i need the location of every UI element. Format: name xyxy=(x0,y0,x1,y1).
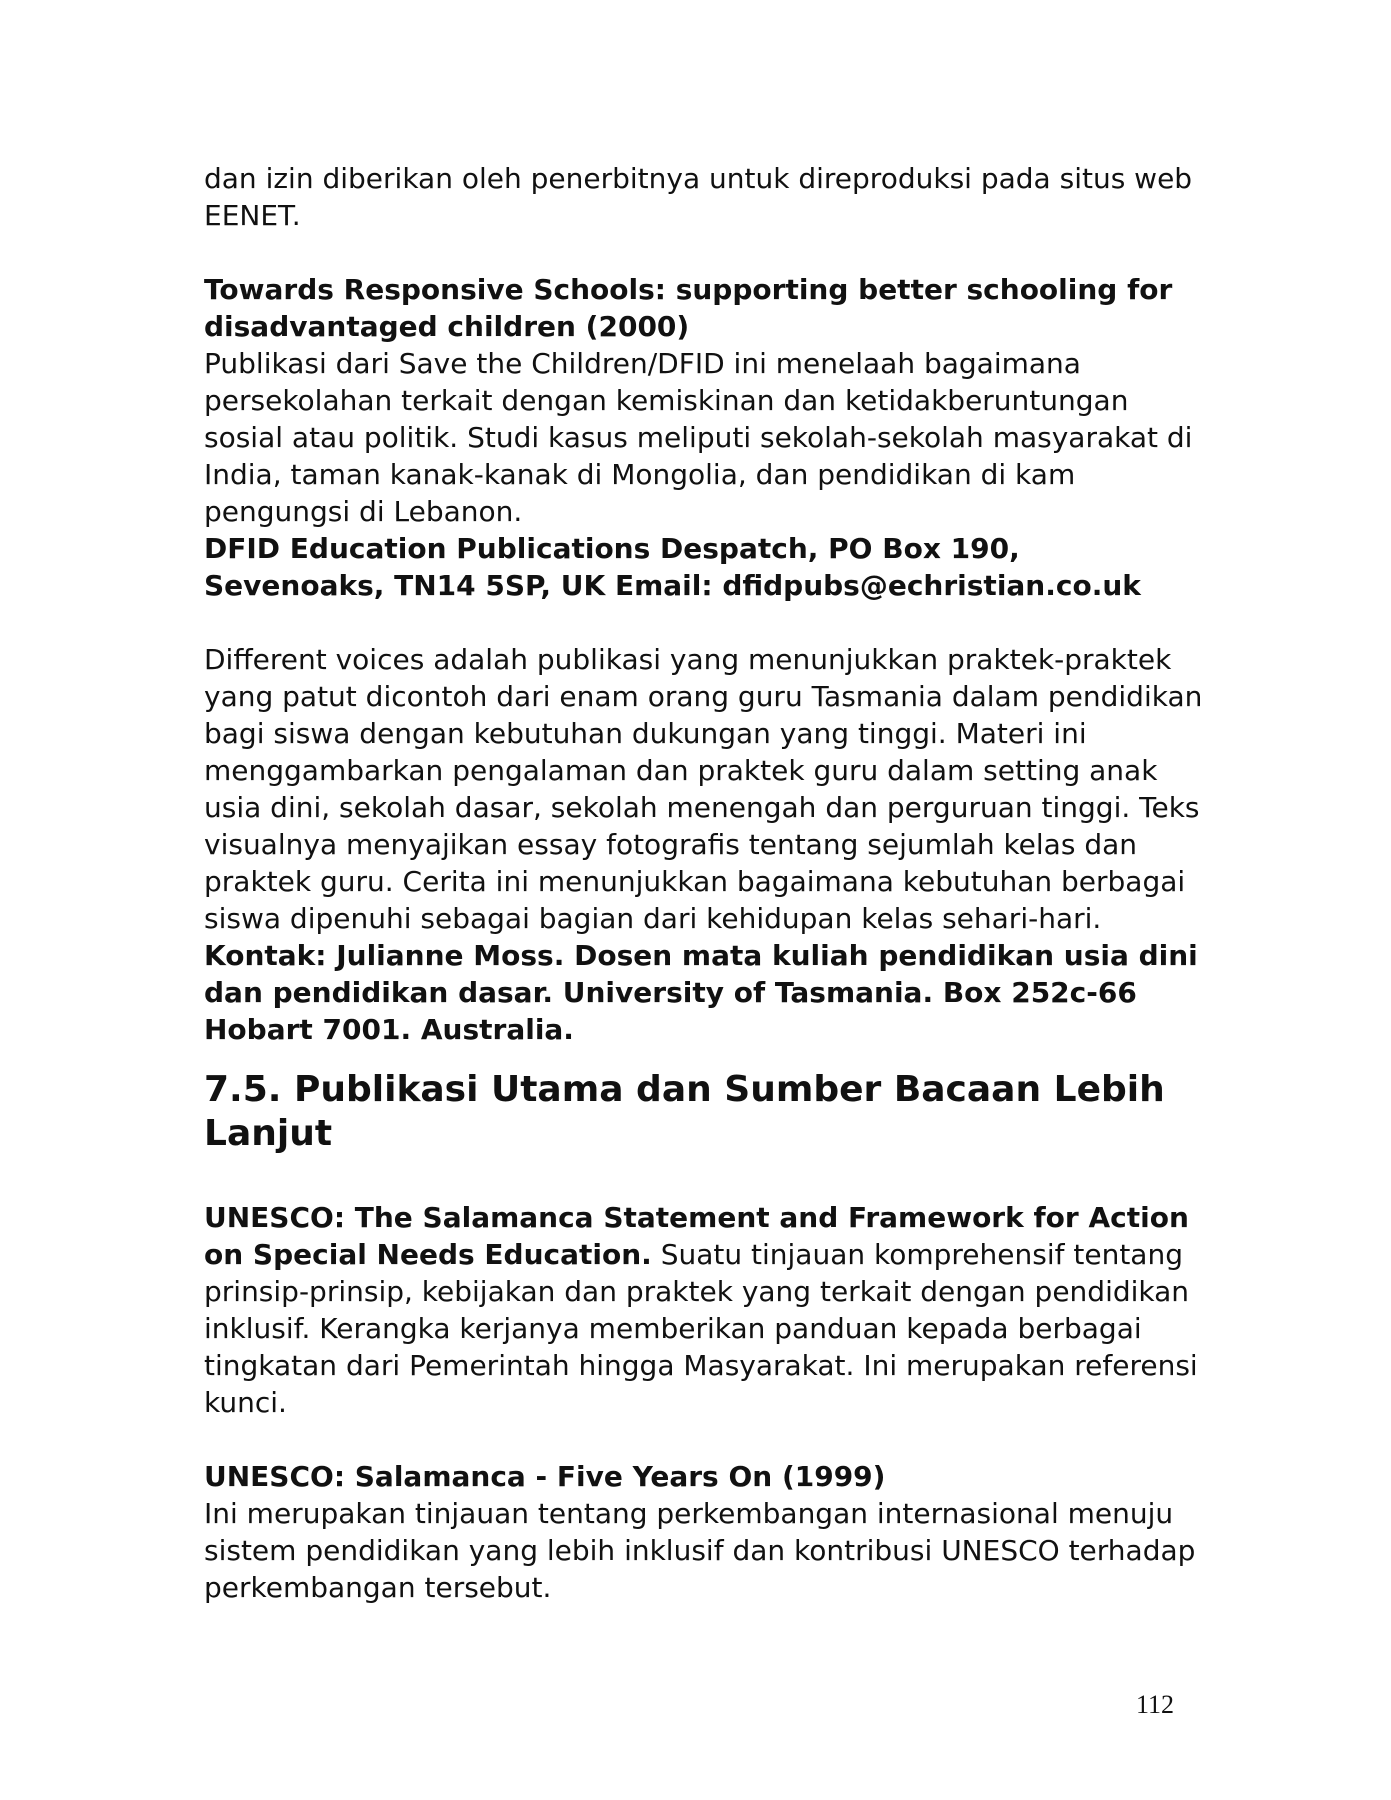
entry-description: Publikasi dari Save the Children/DFID ini menelaah bagaimana persekolahan terkait dengan kemiskinan dan ketidakberuntungan sosial atau politik. Studi kasus meliputi sekolah-sekolah masyarakat di India, taman kanak-kanak di Mongolia, dan pendidikan di kam pengungsi di Lebanon. xyxy=(204,347,1193,528)
entry-title: Towards Responsive Schools: supporting better schooling for disadvantaged children (2000) xyxy=(204,273,1173,343)
publication-title: UNESCO: The Salamanca Statement and Framework for Action on Special Needs Education. xyxy=(204,1201,1189,1271)
section-heading: 7.5. Publikasi Utama dan Sumber Bacaan Lebih Lanjut xyxy=(204,1069,1165,1154)
intro-continuation: dan izin diberikan oleh penerbitnya untuk direproduksi pada situs web EENET. xyxy=(204,162,1193,232)
entry-different-voices xyxy=(204,641,1204,1048)
publication-salamanca-five-years xyxy=(204,1458,1204,1606)
page-number: 112 xyxy=(1136,1690,1175,1719)
publication-paragraph xyxy=(204,1199,1204,1421)
spacer xyxy=(204,1421,1204,1458)
entry-description: Different voices adalah publikasi yang menunjukkan praktek-praktek yang patut dicontoh dari enam orang guru Tasmania dalam pendidikan bagi siswa dengan kebutuhan dukungan yang tinggi. Materi ini menggambarkan pengalaman dan praktek guru dalam setting anak usia dini, sekolah dasar, sekolah menengah dan perguruan tinggi. Teks visualnya menyajikan essay fotografis tentang sejumlah kelas dan praktek guru. Cerita ini menunjukkan bagaimana kebutuhan berbagai siswa dipenuhi sebagai bagian dari kehidupan kelas sehari-hari. xyxy=(204,643,1203,935)
publication-title: UNESCO: Salamanca - Five Years On (1999) xyxy=(204,1460,886,1493)
document-page xyxy=(204,160,1204,1606)
publication-description: Ini merupakan tinjauan tentang perkembangan internasional menuju sistem pendidikan yang lebih inklusif dan kontribusi UNESCO terhadap perkembangan tersebut. xyxy=(204,1497,1196,1604)
entry-contact: Kontak: Julianne Moss. Dosen mata kuliah pendidikan usia dini dan pendidikan dasar. University of Tasmania. Box 252c-66 Hobart 7001. Australia. xyxy=(204,939,1198,1046)
spacer xyxy=(204,604,1204,641)
spacer xyxy=(204,234,1204,271)
entry-towards-responsive-schools xyxy=(204,271,1204,604)
publication-description: Suatu tinjauan komprehensif tentang prinsip-prinsip, kebijakan dan praktek yang terkait dengan pendidikan inklusif. Kerangka kerjanya memberikan panduan kepada berbagai tingkatan dari Pemerintah hingga Masyarakat. Ini merupakan referensi kunci. xyxy=(204,1238,1198,1419)
publication-salamanca-statement xyxy=(204,1199,1204,1421)
entry-contact: DFID Education Publications Despatch, PO Box 190, Sevenoaks, TN14 5SP, UK Email: dfidpubs@echristian.co.uk xyxy=(204,532,1141,602)
